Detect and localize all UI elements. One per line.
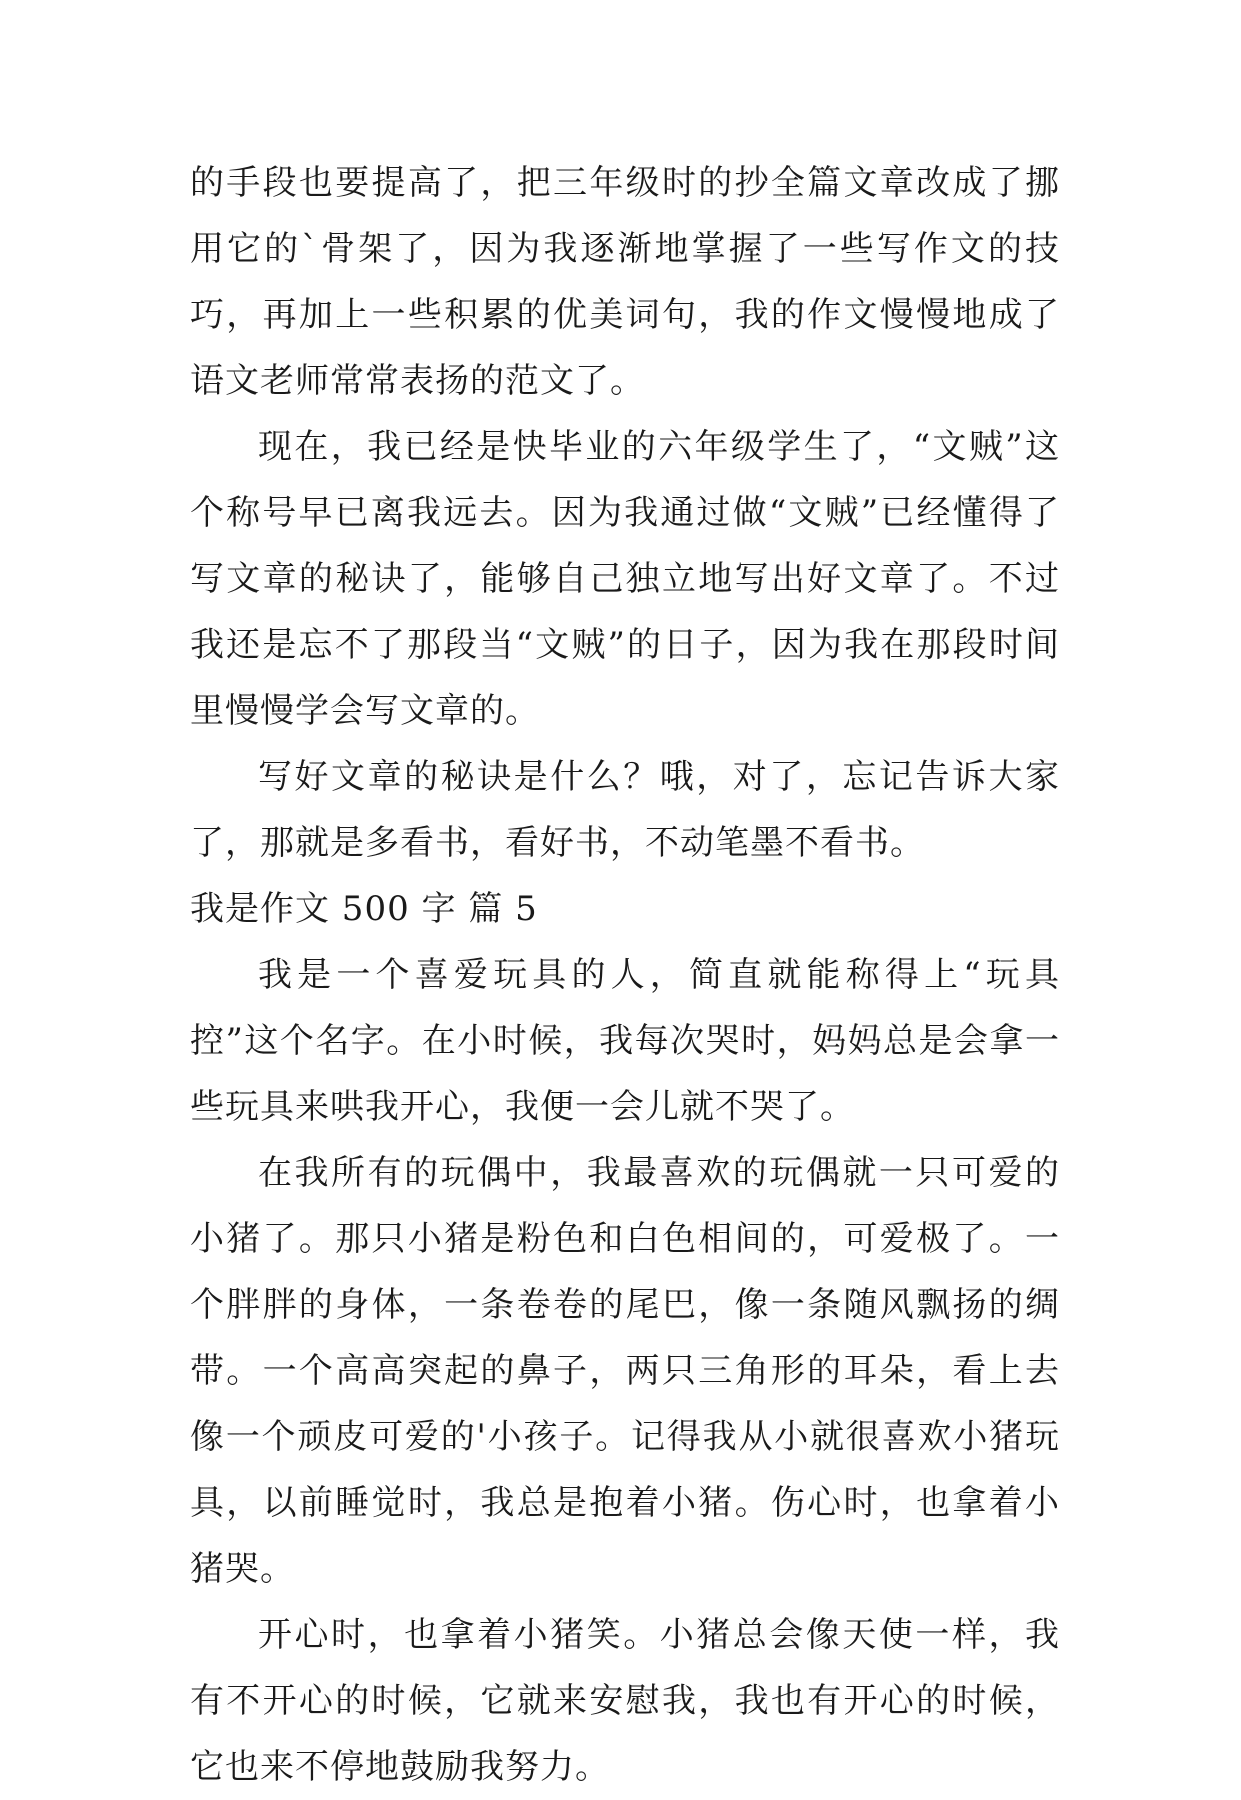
paragraph-5: 在我所有的玩偶中，我最喜欢的玩偶就一只可爱的小猪了。那只小猪是粉色和白色相间的，可爱极了。一个胖胖的身体，一条卷卷的尾巴，像一条随风飘扬的绸带。一个高高突起的鼻子，两只三角形的耳朵，看上去像一个顽皮可爱的'小孩子。记得我从小就很喜欢小猪玩具，以前睡觉时，我总是抱着小猪。伤心时，也拿着小猪哭。 <box>190 1153 1060 1589</box>
paragraph-6: 开心时，也拿着小猪笑。小猪总会像天使一样，我有不开心的时候，它就来安慰我，我也有开心的时候，它也来不停地鼓励我努力。 <box>190 1615 1060 1787</box>
document-body <box>190 150 1060 1800</box>
section-heading: 我是作文 500 字 篇 5 <box>190 889 538 929</box>
paragraph-2: 现在，我已经是快毕业的六年级学生了，“文贼”这个称号早已离我远去。因为我通过做“文贼”已经懂得了写文章的秘诀了，能够自己独立地写出好文章了。不过我还是忘不了那段当“文贼”的日子，因为我在那段时间里慢慢学会写文章的。 <box>190 427 1060 731</box>
paragraph-1: 的手段也要提高了，把三年级时的抄全篇文章改成了挪用它的`骨架了，因为我逐渐地掌握了一些写作文的技巧，再加上一些积累的优美词句，我的作文慢慢地成了语文老师常常表扬的范文了。 <box>190 163 1060 401</box>
paragraph-3: 写好文章的秘诀是什么？哦，对了，忘记告诉大家了，那就是多看书，看好书，不动笔墨不看书。 <box>190 757 1060 863</box>
paragraph-4: 我是一个喜爱玩具的人，简直就能称得上“玩具控”这个名字。在小时候，我每次哭时，妈妈总是会拿一些玩具来哄我开心，我便一会儿就不哭了。 <box>190 955 1060 1127</box>
